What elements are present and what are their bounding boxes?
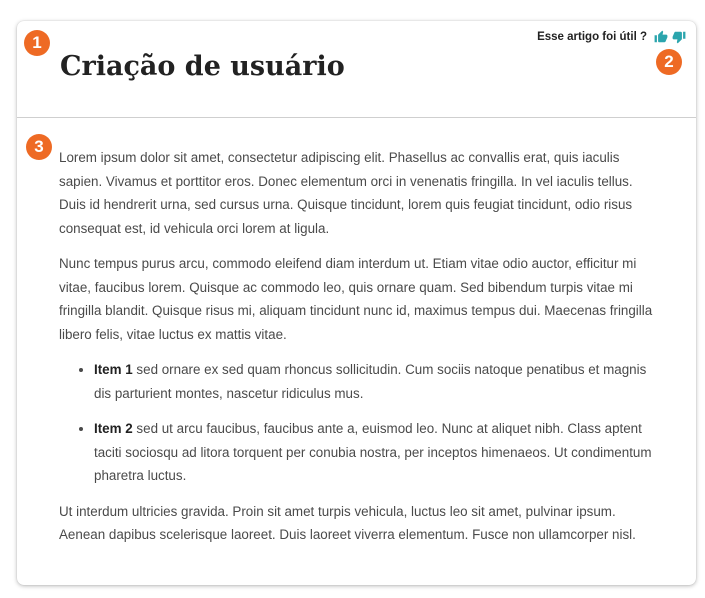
- list-item-label: Item 2: [94, 421, 133, 436]
- thumbs-up-icon[interactable]: [654, 30, 668, 44]
- annotation-marker-2: 2: [656, 49, 682, 75]
- article-body: [17, 118, 659, 547]
- article-paragraph: Lorem ipsum dolor sit amet, consectetur adipiscing elit. Phasellus ac convallis erat, quis iaculis sapien. Vivamus et porttitor eros. Donec elementum orci in venenatis fringilla. In vel iaculis tellus. Duis id hendrerit urna, sed cursus urna. Quisque tincidunt, lorem quis feugiat tincidunt, odio risus consequat est, id vehicula orci lorem at ligula.: [59, 150, 633, 236]
- article-header: [17, 21, 696, 118]
- page-title: Criação de usuário: [60, 51, 345, 82]
- annotation-marker-1: 1: [24, 30, 50, 56]
- feedback-question: Esse artigo foi útil ?: [537, 31, 647, 43]
- article-list: [59, 358, 659, 488]
- list-item: [94, 417, 659, 488]
- list-item-label: Item 1: [94, 362, 133, 377]
- article-card: [17, 21, 696, 585]
- thumbs-down-icon[interactable]: [672, 30, 686, 44]
- annotation-marker-3: 3: [26, 134, 52, 160]
- article-paragraph: Ut interdum ultricies gravida. Proin sit amet turpis vehicula, luctus leo sit amet, pulvinar ipsum. Aenean dapibus scelerisque laoreet. Duis laoreet viverra elementum. Fusce non ullamcorper nisl.: [59, 503, 636, 542]
- list-item-text: sed ut arcu faucibus, faucibus ante a, euismod leo. Nunc at aliquet nibh. Class aptent taciti sociosqu ad litora torquent per conubia nostra, per inceptos himenaeos. Ut condimentum pharetra luctus.: [94, 421, 652, 483]
- feedback-widget: [537, 30, 686, 44]
- list-item: [94, 358, 659, 405]
- list-item-text: sed ornare ex sed quam rhoncus sollicitudin. Cum sociis natoque penatibus et magnis dis parturient montes, nascetur ridiculus mus.: [94, 362, 647, 401]
- article-paragraph: Nunc tempus purus arcu, commodo eleifend diam interdum ut. Etiam vitae odio auctor, efficitur mi vitae, faucibus lorem. Quisque ac commodo leo, quis ornare quam. Sed bibendum turpis vitae mi fringilla blandit. Quisque risus mi, aliquam tincidunt nunc id, maximus tempus dui. Maecenas fringilla libero felis, vitae luctus ex mattis vitae.: [59, 256, 653, 342]
